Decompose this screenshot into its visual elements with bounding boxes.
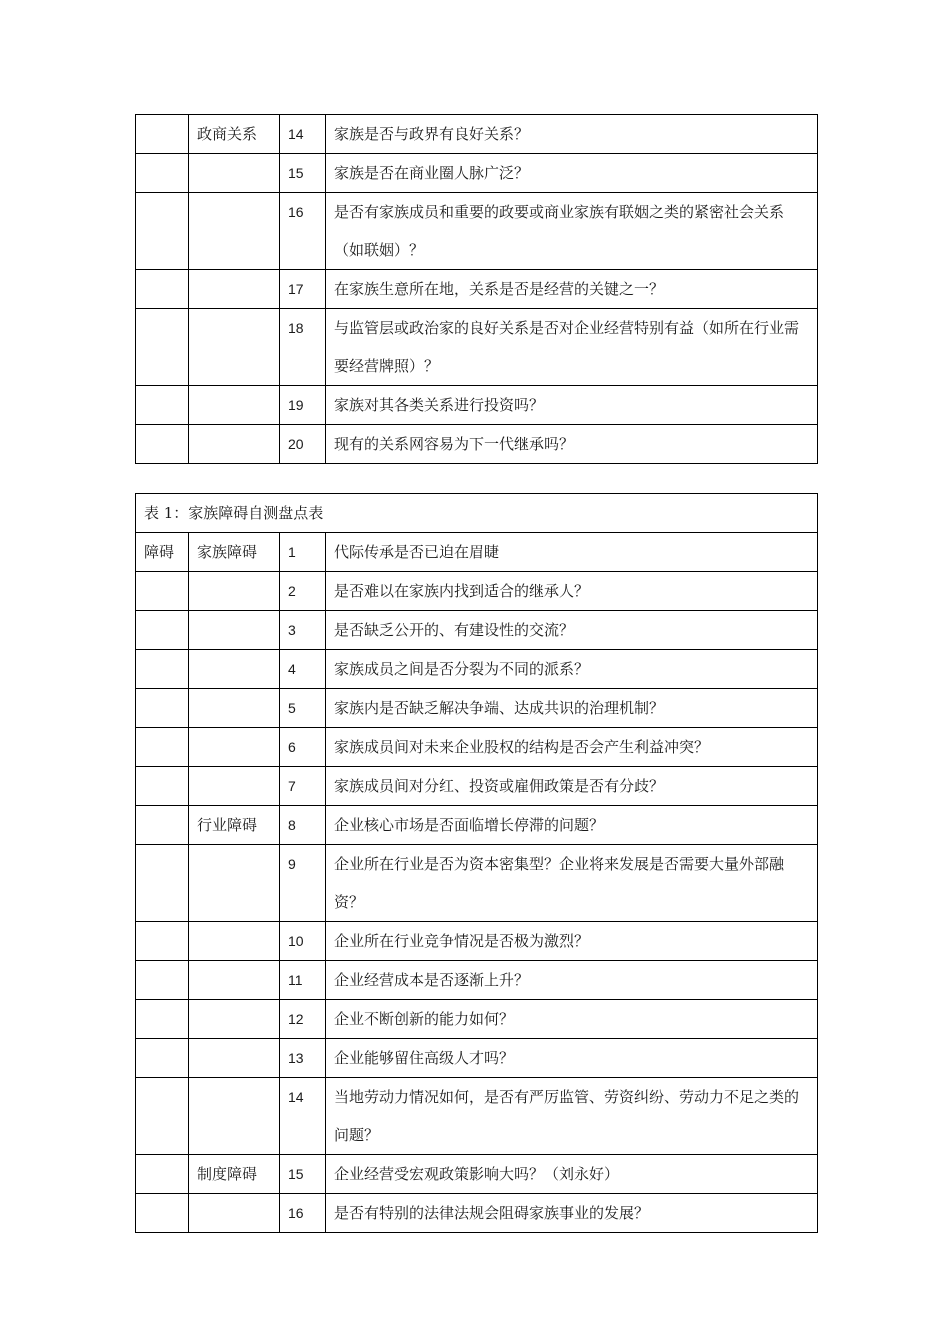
table-row: [136, 961, 818, 1000]
question-number: 8: [280, 806, 326, 845]
question-text: 企业经营成本是否逐渐上升？: [326, 961, 818, 1000]
row-label-cell: [136, 154, 189, 193]
category-cell: [189, 611, 280, 650]
category-cell: [189, 845, 280, 922]
category-cell: [189, 767, 280, 806]
table-row: [136, 1039, 818, 1078]
row-label-cell: [136, 1000, 189, 1039]
category-cell: 政商关系: [189, 115, 280, 154]
table-row: [136, 689, 818, 728]
row-label-cell: [136, 922, 189, 961]
row-label-cell: [136, 386, 189, 425]
row-label-cell: [136, 309, 189, 386]
question-number: 16: [280, 193, 326, 270]
question-text: 企业所在行业是否为资本密集型？企业将来发展是否需要大量外部融资？: [326, 845, 818, 922]
row-label-cell: [136, 845, 189, 922]
table-row: [136, 309, 818, 386]
table-row: [136, 611, 818, 650]
question-number: 11: [280, 961, 326, 1000]
table-row: [136, 115, 818, 154]
table-row: [136, 845, 818, 922]
table-row: [136, 572, 818, 611]
category-cell: [189, 270, 280, 309]
question-text: 当地劳动力情况如何，是否有严厉监管、劳资纠纷、劳动力不足之类的问题？: [326, 1078, 818, 1155]
row-label-cell: [136, 193, 189, 270]
question-number: 9: [280, 845, 326, 922]
question-number: 14: [280, 115, 326, 154]
row-label-cell: [136, 572, 189, 611]
question-number: 17: [280, 270, 326, 309]
table-row: [136, 806, 818, 845]
table-row: [136, 1000, 818, 1039]
row-label-cell: [136, 115, 189, 154]
question-number: 14: [280, 1078, 326, 1155]
category-cell: [189, 922, 280, 961]
row-label-cell: [136, 611, 189, 650]
row-label-cell: [136, 961, 189, 1000]
category-cell: 行业障碍: [189, 806, 280, 845]
table-row: [136, 386, 818, 425]
question-number: 19: [280, 386, 326, 425]
question-text: 企业核心市场是否面临增长停滞的问题？: [326, 806, 818, 845]
row-label-cell: [136, 806, 189, 845]
question-text: 在家族生意所在地，关系是否是经营的关键之一？: [326, 270, 818, 309]
table-caption-row: [136, 494, 818, 533]
table-row: [136, 728, 818, 767]
question-text: 家族成员之间是否分裂为不同的派系？: [326, 650, 818, 689]
question-number: 3: [280, 611, 326, 650]
question-number: 10: [280, 922, 326, 961]
question-text: 家族成员间对未来企业股权的结构是否会产生利益冲突？: [326, 728, 818, 767]
table-row: [136, 270, 818, 309]
family-obstacle-self-assessment-table: [135, 493, 818, 1233]
category-cell: [189, 1039, 280, 1078]
question-text: 家族成员间对分红、投资或雇佣政策是否有分歧？: [326, 767, 818, 806]
category-cell: [189, 1078, 280, 1155]
row-label-cell: [136, 689, 189, 728]
question-number: 6: [280, 728, 326, 767]
row-label-cell: [136, 270, 189, 309]
category-cell: [189, 728, 280, 767]
category-cell: [189, 1194, 280, 1233]
category-cell: [189, 572, 280, 611]
question-text: 与监管层或政治家的良好关系是否对企业经营特别有益（如所在行业需要经营牌照）？: [326, 309, 818, 386]
question-text: 企业不断创新的能力如何？: [326, 1000, 818, 1039]
category-cell: [189, 961, 280, 1000]
question-number: 20: [280, 425, 326, 464]
question-number: 1: [280, 533, 326, 572]
table-row: [136, 154, 818, 193]
row-label-cell: [136, 1155, 189, 1194]
question-number: 4: [280, 650, 326, 689]
row-label-cell: [136, 650, 189, 689]
question-text: 是否缺乏公开的、有建设性的交流？: [326, 611, 818, 650]
question-number: 18: [280, 309, 326, 386]
row-label-cell: [136, 728, 189, 767]
question-number: 7: [280, 767, 326, 806]
row-label-cell: [136, 1039, 189, 1078]
row-label-cell: [136, 767, 189, 806]
question-number: 13: [280, 1039, 326, 1078]
question-number: 16: [280, 1194, 326, 1233]
question-text: 企业经营受宏观政策影响大吗？（刘永好）: [326, 1155, 818, 1194]
category-cell: 制度障碍: [189, 1155, 280, 1194]
category-cell: [189, 425, 280, 464]
category-cell: [189, 689, 280, 728]
table-row: [136, 193, 818, 270]
question-number: 12: [280, 1000, 326, 1039]
table-row: [136, 650, 818, 689]
question-text: 企业能够留住高级人才吗？: [326, 1039, 818, 1078]
category-cell: [189, 1000, 280, 1039]
question-text: 家族是否在商业圈人脉广泛？: [326, 154, 818, 193]
row-label-cell: [136, 425, 189, 464]
question-number: 15: [280, 1155, 326, 1194]
category-cell: [189, 650, 280, 689]
row-label-cell: 障碍: [136, 533, 189, 572]
question-text: 现有的关系网容易为下一代继承吗？: [326, 425, 818, 464]
question-text: 是否有家族成员和重要的政要或商业家族有联姻之类的紧密社会关系（如联姻）？: [326, 193, 818, 270]
category-cell: [189, 154, 280, 193]
question-text: 家族是否与政界有良好关系？: [326, 115, 818, 154]
question-number: 5: [280, 689, 326, 728]
table-row: [136, 1078, 818, 1155]
question-number: 2: [280, 572, 326, 611]
table-row: [136, 1194, 818, 1233]
question-text: 是否难以在家族内找到适合的继承人？: [326, 572, 818, 611]
category-cell: [189, 309, 280, 386]
category-cell: [189, 193, 280, 270]
row-label-cell: [136, 1078, 189, 1155]
question-number: 15: [280, 154, 326, 193]
table-row: [136, 767, 818, 806]
table-row: [136, 1155, 818, 1194]
table-row: [136, 922, 818, 961]
question-text: 是否有特别的法律法规会阻碍家族事业的发展？: [326, 1194, 818, 1233]
table-caption: 表 1：家族障碍自测盘点表: [136, 494, 818, 533]
political-business-relations-table: [135, 114, 818, 464]
question-text: 代际传承是否已迫在眉睫: [326, 533, 818, 572]
table-row: [136, 425, 818, 464]
question-text: 家族对其各类关系进行投资吗？: [326, 386, 818, 425]
category-cell: [189, 386, 280, 425]
question-text: 企业所在行业竞争情况是否极为激烈？: [326, 922, 818, 961]
question-text: 家族内是否缺乏解决争端、达成共识的治理机制？: [326, 689, 818, 728]
table-row: [136, 533, 818, 572]
category-cell: 家族障碍: [189, 533, 280, 572]
row-label-cell: [136, 1194, 189, 1233]
